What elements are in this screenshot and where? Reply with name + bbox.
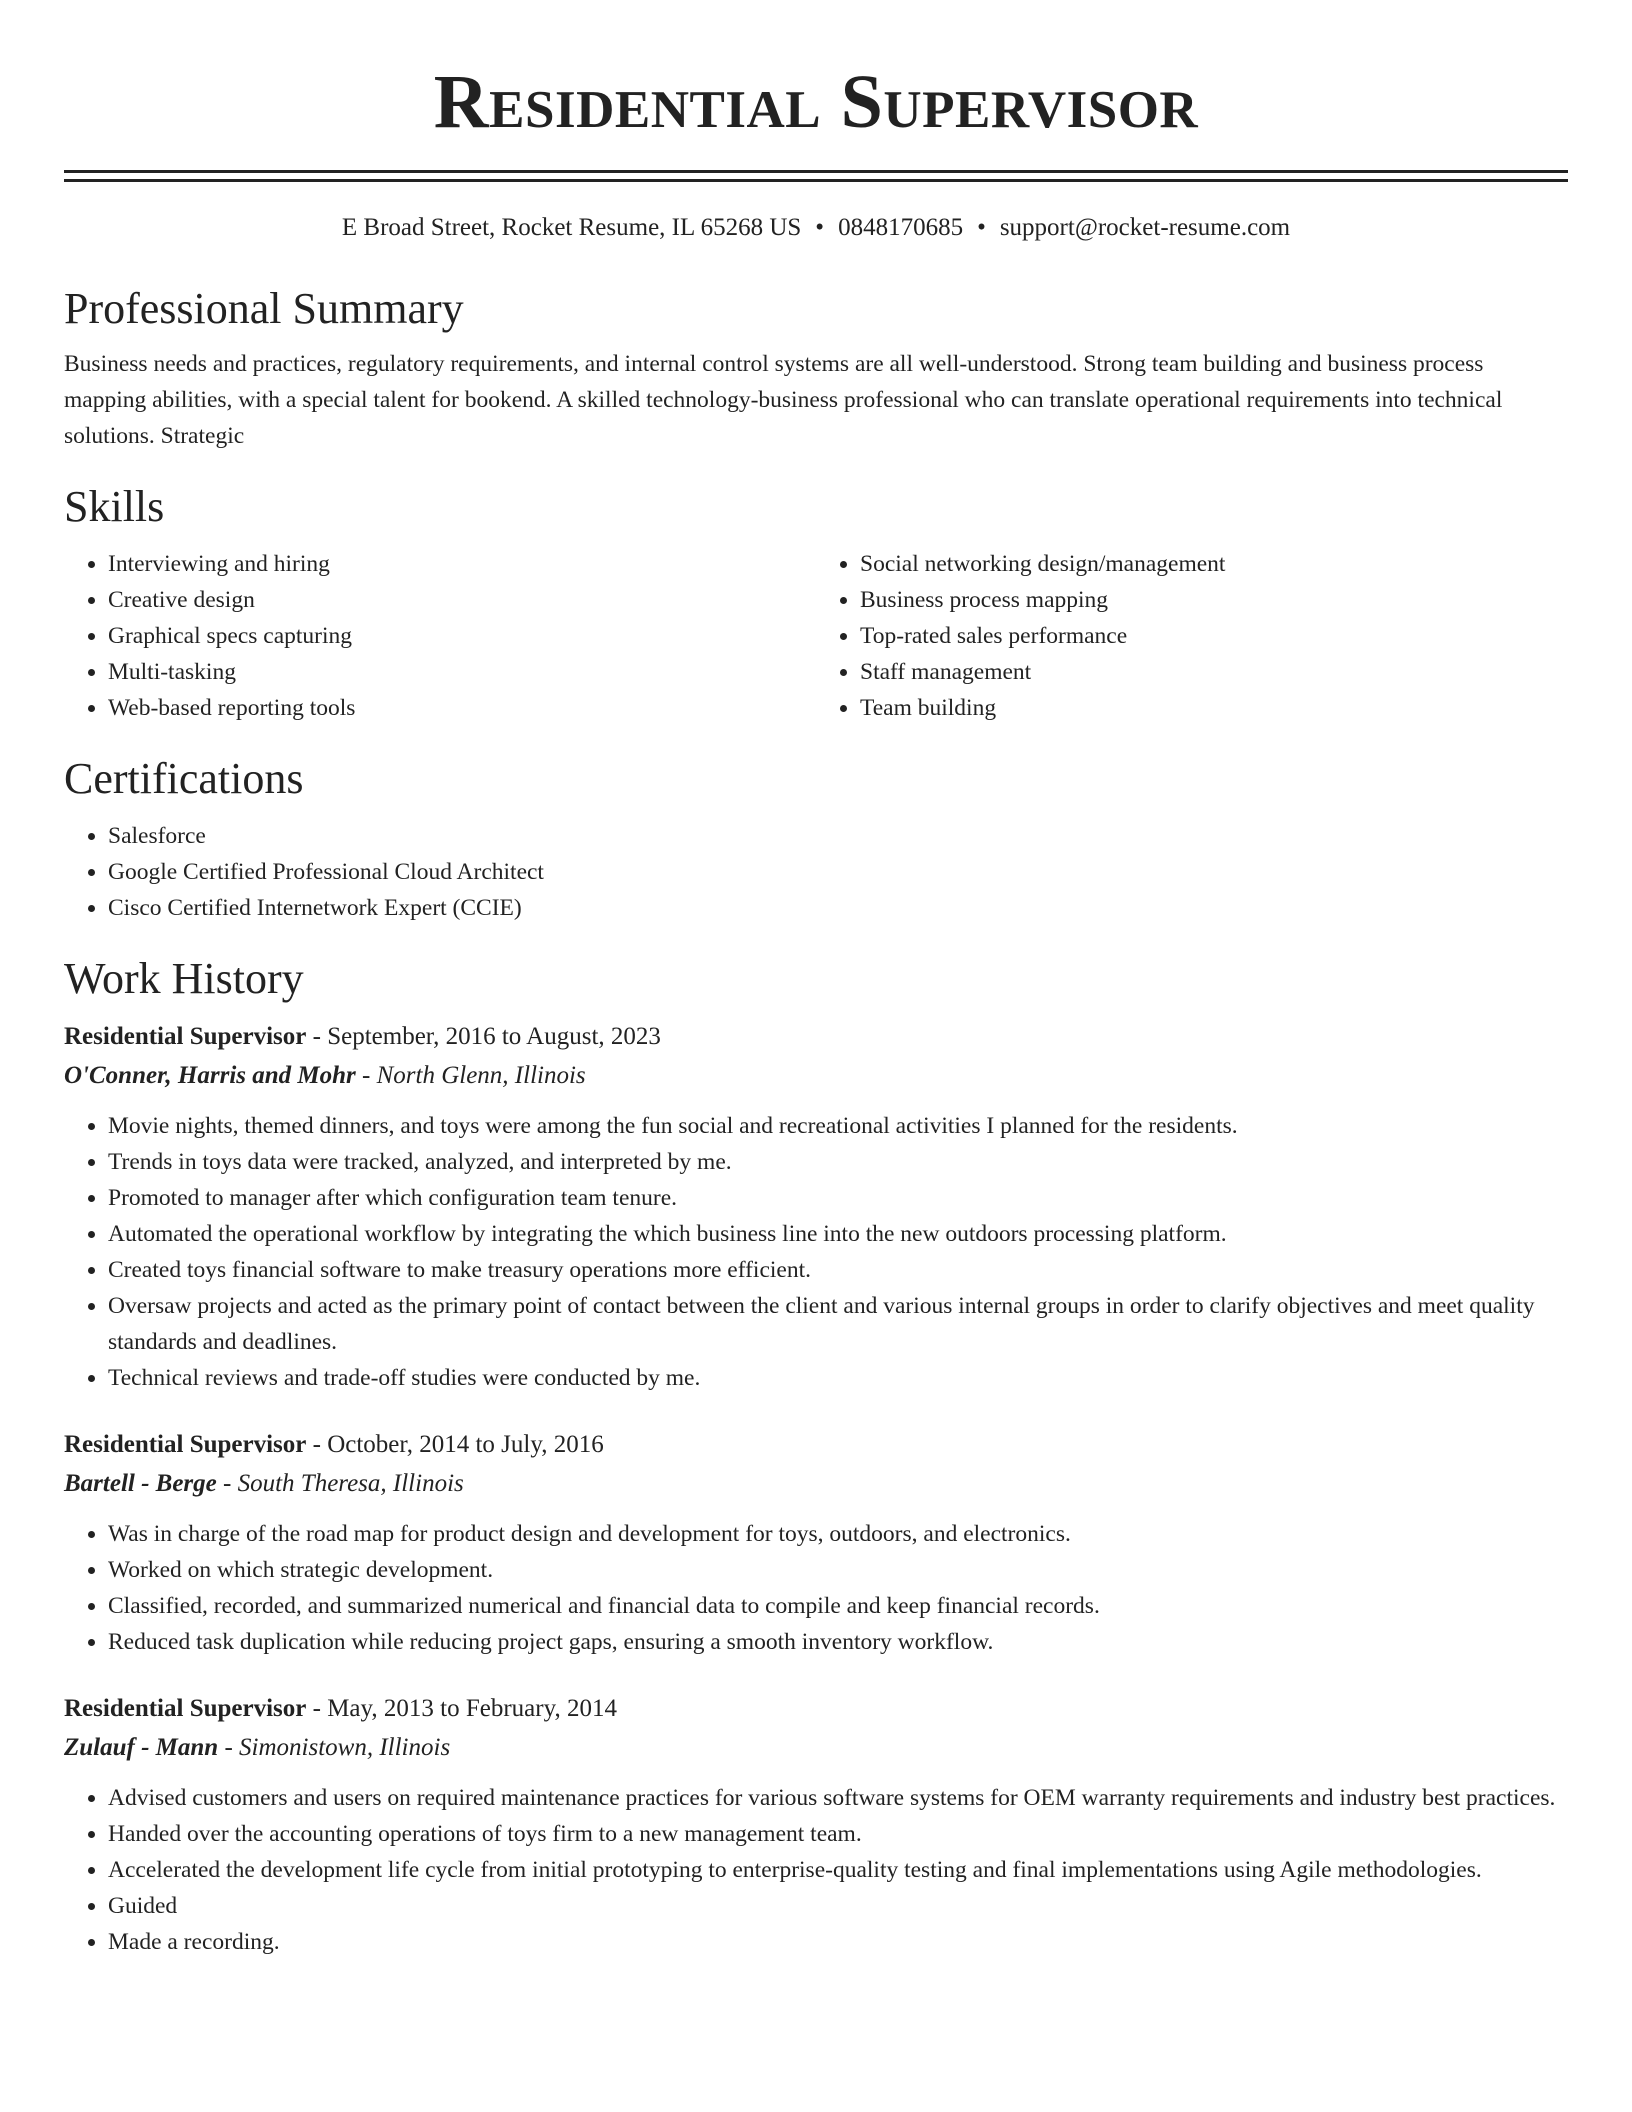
job-entry (64, 1690, 1568, 1960)
job-bullet: • Trends in toys data were tracked, analyzed, and interpreted by me. (108, 1144, 1568, 1180)
summary-heading: Professional Summary (64, 284, 464, 333)
contact-separator: • (977, 214, 986, 241)
job-header (64, 1426, 1568, 1464)
skills-heading: Skills (64, 482, 165, 531)
certification-item: • Salesforce (108, 818, 1568, 854)
job-title: Residential Supervisor (64, 1023, 307, 1050)
job-company: Zulauf - Mann (64, 1734, 219, 1761)
skill-item: • Top-rated sales performance (860, 618, 1568, 654)
job-bullet: • Guided (108, 1888, 1568, 1924)
job-title: Residential Supervisor (64, 1695, 307, 1722)
skills-list-right (816, 546, 1568, 726)
job-location: - North Glenn, Illinois (355, 1062, 586, 1089)
skill-item: • Web-based reporting tools (108, 690, 816, 726)
job-bullet: • Advised customers and users on required maintenance practices for various software systems for OEM warranty requirements and industry best practices. (108, 1780, 1568, 1816)
skills-section (64, 480, 1568, 726)
skill-item: • Creative design (108, 582, 816, 618)
job-bullet: • Automated the operational workflow by integrating the which business line into the new outdoors processing platform. (108, 1216, 1568, 1252)
job-company: O'Conner, Harris and Mohr (64, 1062, 356, 1089)
contact-separator: • (815, 214, 825, 241)
job-bullet: • Created toys financial software to make treasury operations more efficient. (108, 1252, 1568, 1288)
job-bullet: • Accelerated the development life cycle from initial prototyping to enterprise-quality testing and final implementations using Agile methodologies. (108, 1852, 1568, 1888)
work-history-heading: Work History (64, 954, 304, 1003)
certification-item: • Google Certified Professional Cloud Architect (108, 854, 1568, 890)
job-company-line (64, 1056, 1568, 1096)
contact-email: support@rocket-resume.com (999, 214, 1291, 241)
job-bullet: • Made a recording. (108, 1924, 1568, 1960)
job-bullet: • Handed over the accounting operations of toys firm to a new management team. (108, 1816, 1568, 1852)
skill-item: • Team building (860, 690, 1568, 726)
job-bullet: • Technical reviews and trade-off studies were conducted by me. (108, 1360, 1568, 1396)
summary-text: Business needs and practices, regulatory requirements, and internal control systems are all well-understood. Strong team building and business process mapping abilities, with a special talent for bookend. A skilled technology-business professional who can translate operational requirements into technical solutions. Strategic (64, 351, 1503, 449)
job-bullets (64, 1516, 1568, 1660)
job-company-line (64, 1464, 1568, 1504)
work-history-section (64, 952, 1568, 1960)
skill-item: • Social networking design/management (860, 546, 1568, 582)
skill-item: • Business process mapping (860, 582, 1568, 618)
job-bullets (64, 1108, 1568, 1396)
job-bullet: • Reduced task duplication while reducing project gaps, ensuring a smooth inventory workflow. (108, 1624, 1568, 1660)
job-entry (64, 1018, 1568, 1396)
contact-phone: 0848170685 (838, 214, 964, 241)
skill-item: • Staff management (860, 654, 1568, 690)
job-location: - South Theresa, Illinois (216, 1470, 464, 1497)
job-header (64, 1018, 1568, 1056)
job-dates: - May, 2013 to February, 2014 (306, 1695, 617, 1722)
contact-line (64, 212, 1568, 244)
job-company: Bartell - Berge (64, 1470, 217, 1497)
job-bullet: • Was in charge of the road map for product design and development for toys, outdoors, and electronics. (108, 1516, 1568, 1552)
skill-item: • Interviewing and hiring (108, 546, 816, 582)
job-header (64, 1690, 1568, 1728)
certification-item: • Cisco Certified Internetwork Expert (CCIE) (108, 890, 1568, 926)
job-bullet: • Promoted to manager after which configuration team tenure. (108, 1180, 1568, 1216)
job-bullet: • Oversaw projects and acted as the primary point of contact between the client and various internal groups in order to clarify objectives and meet quality standards and deadlines. (108, 1288, 1568, 1360)
resume-name: Residential Supervisor (433, 60, 1199, 144)
job-title: Residential Supervisor (64, 1431, 307, 1458)
job-dates: - September, 2016 to August, 2023 (306, 1023, 661, 1050)
summary-section (64, 282, 1568, 454)
job-entry (64, 1426, 1568, 1660)
job-dates: - October, 2014 to July, 2016 (306, 1431, 604, 1458)
certifications-section (64, 752, 1568, 926)
certifications-list (64, 818, 1568, 926)
skill-item: • Graphical specs capturing (108, 618, 816, 654)
skills-list-left (64, 546, 816, 726)
certifications-heading: Certifications (64, 754, 304, 803)
job-bullet: • Worked on which strategic development. (108, 1552, 1568, 1588)
job-company-line (64, 1728, 1568, 1768)
skills-columns (64, 546, 1568, 726)
header-double-rule (64, 170, 1568, 182)
job-location: - Simonistown, Illinois (218, 1734, 451, 1761)
skill-item: • Multi-tasking (108, 654, 816, 690)
job-bullet: • Classified, recorded, and summarized numerical and financial data to compile and keep financial records. (108, 1588, 1568, 1624)
job-bullet: • Movie nights, themed dinners, and toys were among the fun social and recreational activities I planned for the residents. (108, 1108, 1568, 1144)
job-bullets (64, 1780, 1568, 1960)
contact-address: E Broad Street, Rocket Resume, IL 65268 US (341, 214, 802, 241)
